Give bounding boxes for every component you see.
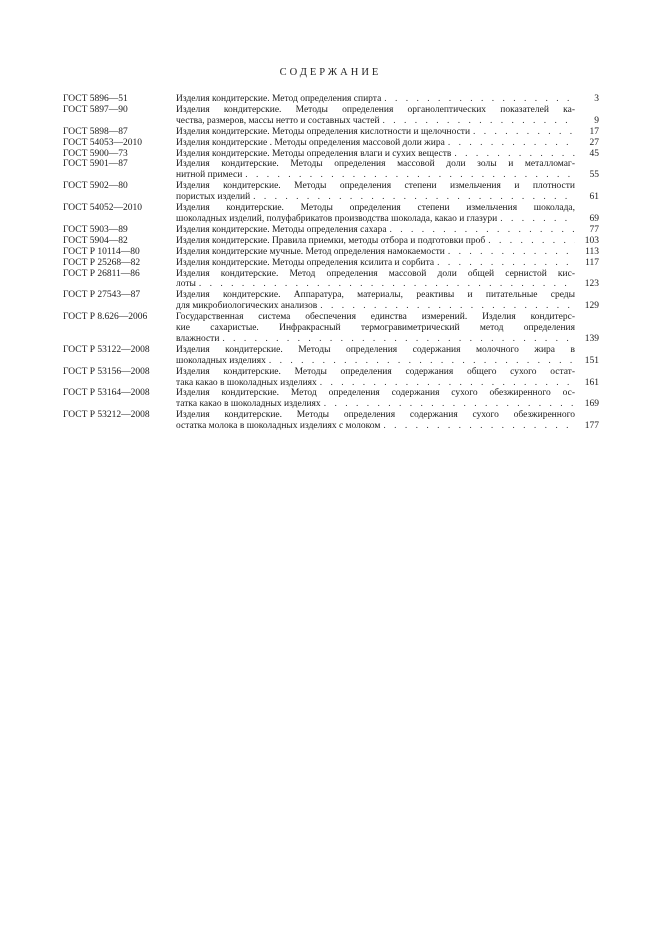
dot-leader (245, 170, 575, 181)
dot-leader (390, 225, 575, 236)
entry-title (176, 290, 575, 312)
standard-code: ГОСТ 5897—90 (63, 104, 128, 115)
entry-title (176, 138, 575, 149)
entry-title-line: для микробиологических анализов (176, 301, 318, 312)
standard-code: ГОСТ 5902—80 (63, 181, 128, 192)
page-number: 69 (589, 213, 599, 224)
standard-code: ГОСТ Р 25268—82 (63, 257, 141, 268)
standard-code: ГОСТ Р 8.626—2006 (63, 312, 148, 323)
entry-title-line: Изделия кондитерские мучные. Метод определения намокаемости (176, 246, 445, 257)
page-number: 177 (584, 421, 599, 432)
entry-title-line: пористых изделий (176, 192, 251, 203)
entry-title (176, 236, 575, 247)
standard-code: ГОСТ Р 26811—86 (63, 268, 140, 279)
dot-leader (320, 301, 575, 312)
toc-entry (63, 105, 599, 127)
page-number: 27 (589, 137, 599, 148)
dot-leader (488, 236, 575, 247)
entry-title (176, 367, 575, 389)
entry-title (176, 269, 575, 291)
entry-title (176, 258, 575, 269)
entry-title (176, 410, 575, 432)
toc-entry (63, 181, 599, 203)
standard-code: ГОСТ 5904—82 (63, 235, 128, 246)
page-number: 151 (584, 355, 599, 366)
page-number: 55 (589, 170, 599, 181)
entry-title-line: Изделия кондитерские. Методы определения степени измельчения шоколада, (176, 203, 575, 214)
entry-title-line: Изделия кондитерские. Методы определения сахара (176, 224, 387, 235)
dot-leader (253, 192, 575, 203)
entry-title-line: нитной примеси (176, 170, 243, 181)
standard-code: ГОСТ Р 10114—80 (63, 246, 140, 257)
entry-title (176, 345, 575, 367)
entry-title-line: Изделия кондитерские. Методы определения массовой доли золы и металломаг- (176, 159, 575, 170)
entry-title-line: влажности (176, 333, 220, 344)
standard-code: ГОСТ 5896—51 (63, 94, 128, 104)
entry-title (176, 312, 575, 345)
page-number: 123 (584, 279, 599, 290)
entry-title-line: татка какао в шоколадных изделиях (176, 399, 321, 410)
page-title: СОДЕРЖАНИЕ (279, 67, 382, 78)
page-number: 61 (589, 192, 599, 203)
entry-title-line: Изделия кондитерские. Метод определения спирта (176, 94, 382, 104)
entry-title-line: лоты (176, 279, 196, 290)
standard-code: ГОСТ 5901—87 (63, 159, 128, 170)
standard-code: ГОСТ 5903—89 (63, 224, 128, 235)
entry-title (176, 181, 575, 203)
page-number: 45 (589, 148, 599, 159)
toc-entry (63, 269, 599, 291)
dot-leader (454, 149, 575, 160)
toc-entry (63, 388, 599, 410)
entry-title-line: шоколадных изделиях (176, 355, 266, 366)
standard-code: ГОСТ Р 53156—2008 (63, 366, 150, 377)
toc-entry (63, 247, 599, 258)
entry-title (176, 127, 575, 138)
entry-title-line: Изделия кондитерские. Методы определения кислотности и щелочности (176, 126, 471, 137)
entry-title (176, 203, 575, 225)
standard-code: ГОСТ Р 27543—87 (63, 290, 141, 301)
page-number: 139 (584, 333, 599, 344)
entry-title (176, 105, 575, 127)
entry-title (176, 225, 575, 236)
entry-title-line: Изделия кондитерские. Метод определения содержания сухого обезжиренного ос- (176, 388, 575, 399)
standard-code: ГОСТ Р 53122—2008 (63, 344, 150, 355)
entry-title-line: Изделия кондитерские . Методы определения массовой доли жира (176, 137, 445, 148)
toc-entry (63, 127, 599, 138)
entry-title-line: кие сахаристые. Инфракрасный термогравиметрический метод определения (176, 323, 575, 334)
entry-title (176, 94, 575, 105)
entry-title-line: Государственная система обеспечения единства измерений. Изделия кондитерс- (176, 312, 575, 323)
entry-title (176, 159, 575, 181)
entry-title-line: Изделия кондитерские. Методы определения содержания молочного жира в (176, 344, 575, 355)
dot-leader (384, 94, 575, 105)
standard-code: ГОСТ 5898—87 (63, 126, 128, 137)
standard-code: ГОСТ Р 53164—2008 (63, 388, 150, 399)
entry-title (176, 388, 575, 410)
toc-entry (63, 203, 599, 225)
page-number: 9 (594, 115, 599, 126)
entry-title-line: Изделия кондитерские. Аппаратура, материалы, реактивы и питательные среды (176, 290, 575, 301)
dot-leader (448, 247, 575, 258)
page-number: 161 (584, 377, 599, 388)
dot-leader (320, 378, 575, 389)
entry-title-line: така какао в шоколадных изделиях (176, 377, 317, 388)
entry-title-line: Изделия кондитерские. Методы определения содержания сухого обезжиренного (176, 410, 575, 421)
toc-entry (63, 225, 599, 236)
page-number: 3 (594, 94, 599, 104)
entry-title (176, 149, 575, 160)
dot-leader (448, 138, 575, 149)
toc-entry (63, 149, 599, 160)
toc-entry (63, 345, 599, 367)
entry-title-line: чества, размеров, массы нетто и составных частей (176, 115, 380, 126)
toc-entry (63, 258, 599, 269)
toc-entry (63, 290, 599, 312)
page-number: 117 (585, 257, 599, 268)
dot-leader (383, 116, 575, 127)
dot-leader (437, 258, 575, 269)
page-number: 113 (585, 246, 599, 257)
toc-entry (63, 367, 599, 389)
entry-title-line: Изделия кондитерские. Методы определения содержания общего сухого остат- (176, 366, 575, 377)
dot-leader (500, 214, 575, 225)
toc-entry (63, 236, 599, 247)
page-number: 169 (584, 399, 599, 410)
toc-entry (63, 410, 599, 432)
dot-leader (222, 334, 575, 345)
standard-code: ГОСТ Р 53212—2008 (63, 410, 150, 421)
dot-leader (383, 421, 575, 432)
dot-leader (324, 399, 575, 410)
entry-title-line: остатка молока в шоколадных изделиях с молоком (176, 421, 381, 432)
standard-code: ГОСТ 54052—2010 (63, 203, 142, 214)
entry-title-line: Изделия кондитерские. Методы определения ксилита и сорбита (176, 257, 435, 268)
entry-title-line: Изделия кондитерские. Правила приемки, методы отбора и подготовки проб (176, 235, 486, 246)
toc-entry (63, 312, 599, 345)
dot-leader (269, 356, 575, 367)
entry-title-line: шоколадных изделий, полуфабрикатов производства шоколада, какао и глазури (176, 213, 498, 224)
dot-leader (473, 127, 575, 138)
standard-code: ГОСТ 5900—73 (63, 148, 128, 159)
table-of-contents (63, 94, 599, 432)
toc-entry (63, 94, 599, 105)
page-number: 77 (589, 224, 599, 235)
dot-leader (199, 279, 575, 290)
page-number: 17 (589, 126, 599, 137)
toc-entry (63, 159, 599, 181)
entry-title-line: Изделия кондитерские. Методы определения влаги и сухих веществ (176, 148, 452, 159)
page-number: 103 (584, 235, 599, 246)
entry-title-line: Изделия кондитерские. Метод определения массовой доли общей сернистой кис- (176, 268, 575, 279)
entry-title-line: Изделия кондитерские. Методы определения степени измельчения и плотности (176, 181, 575, 192)
standard-code: ГОСТ 54053—2010 (63, 137, 142, 148)
toc-entry (63, 138, 599, 149)
entry-title (176, 247, 575, 258)
entry-title-line: Изделия кондитерские. Методы определения органолептических показателей ка- (176, 104, 575, 115)
page-number: 129 (584, 301, 599, 312)
